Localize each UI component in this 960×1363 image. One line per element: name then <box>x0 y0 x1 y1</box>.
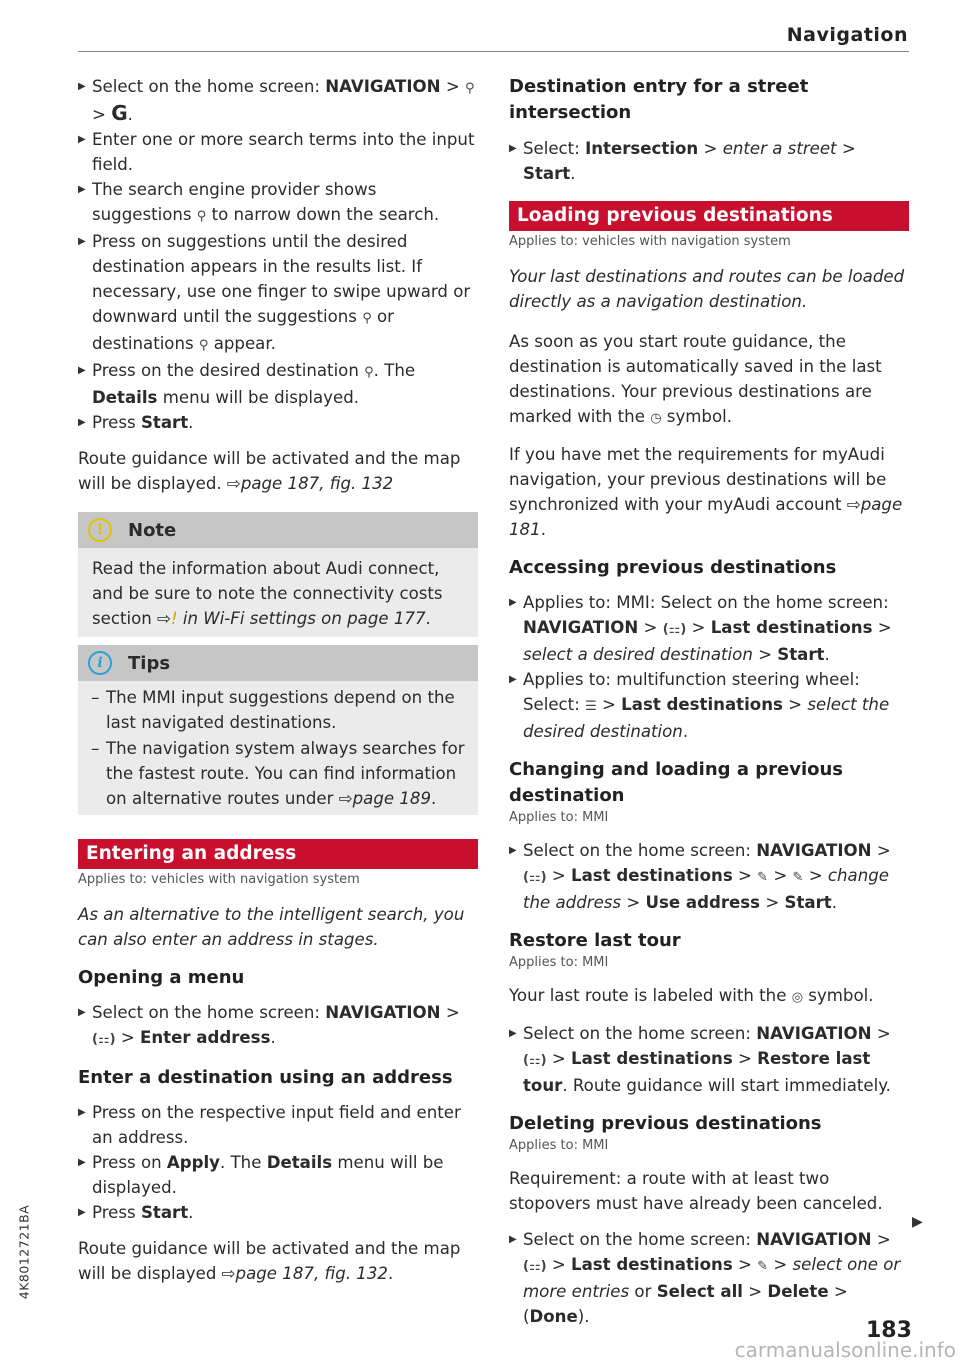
route-paragraph <box>78 1236 478 1286</box>
separator: > <box>546 1255 571 1274</box>
separator: > <box>768 1255 793 1274</box>
info-icon: i <box>88 651 112 675</box>
list-item <box>78 358 478 410</box>
text: . <box>188 1203 194 1222</box>
note-title: Note <box>128 519 177 541</box>
text: Select on the home screen: <box>523 1024 757 1043</box>
edit-list-icon: ✎ <box>757 1259 769 1274</box>
separator: > <box>546 866 571 885</box>
document-code <box>14 1182 34 1322</box>
page-reference-link[interactable]: page 187, fig. 132 <box>240 474 394 493</box>
right-column <box>509 74 909 1329</box>
section-heading: Entering an address <box>78 839 478 869</box>
header-section-title: Navigation <box>786 24 908 46</box>
text: . <box>387 1264 394 1283</box>
text: Press on <box>92 1153 167 1172</box>
text: The search engine provider shows suggestions <box>92 180 377 224</box>
text: menu will be displayed. <box>92 1153 444 1197</box>
menu-last-destinations: Last destinations <box>571 866 733 885</box>
google-icon: G <box>111 101 128 125</box>
list-item <box>509 838 909 915</box>
menu-last-destinations: Last destinations <box>710 618 873 637</box>
page-reference-link[interactable]: in Wi-Fi settings on page 177 <box>177 609 426 628</box>
exclamation-icon: ! <box>170 609 178 628</box>
subheading: Accessing previous destinations <box>509 557 837 578</box>
menu-navigation: NAVIGATION <box>756 1024 872 1043</box>
text: menu will be displayed. <box>157 388 360 407</box>
note-body <box>78 548 478 637</box>
menu-navigation: NAVIGATION <box>325 77 441 96</box>
text: or <box>629 1282 657 1301</box>
text: symbol. <box>661 407 733 426</box>
list-item <box>78 74 478 127</box>
separator: > <box>871 1230 891 1249</box>
text: Press <box>92 1203 141 1222</box>
text: Route guidance will be activated and the map will be displayed. <box>78 449 461 493</box>
note-box <box>78 512 478 637</box>
text: . <box>425 609 431 628</box>
menu-details: Details <box>266 1153 333 1172</box>
menu-last-destinations: Last destinations <box>621 695 783 714</box>
text: . <box>824 645 830 664</box>
menu-apply: Apply <box>166 1153 220 1172</box>
page-reference-link[interactable]: page 181 <box>509 495 903 539</box>
destination-pin-icon: ⚲ <box>364 365 374 380</box>
list-item <box>78 229 478 358</box>
applies-to: Applies to: MMI <box>509 1138 609 1153</box>
menu-grid-icon: (⚏) <box>523 870 547 885</box>
arrow-right-icon: ⇨ <box>226 474 241 493</box>
text: symbol. <box>803 986 874 1005</box>
text: . <box>831 893 837 912</box>
separator: > <box>742 1282 768 1301</box>
separator: > <box>596 695 622 714</box>
list-item <box>78 1150 478 1200</box>
separator: > <box>768 866 793 885</box>
list-menu-icon: ☰ <box>585 699 597 714</box>
watermark: carmanualsonline.info <box>734 1338 956 1362</box>
arrow-right-icon: ⇨ <box>846 495 861 514</box>
subheading: Opening a menu <box>78 967 245 988</box>
subheading: Deleting previous destinations <box>509 1113 822 1134</box>
text: As soon as you start route guidance, the destination is automatically saved in the last destinations. Your previous destinations are marked with the <box>509 332 882 426</box>
list-item <box>78 177 478 229</box>
text: Applies to: MMI: Select on the home screen: <box>523 593 889 612</box>
separator: > <box>782 695 808 714</box>
list-item <box>509 1021 909 1098</box>
text: change the address <box>523 866 889 912</box>
text: The navigation system always searches for the fastest route. You can find information on alternative routes under <box>106 739 465 808</box>
list-item <box>509 1227 909 1329</box>
menu-start: Start <box>784 893 832 912</box>
text: enter a street <box>722 139 837 158</box>
text: Select: <box>523 139 586 158</box>
separator: > <box>872 618 892 637</box>
menu-select-all: Select all <box>656 1282 743 1301</box>
applies-to: Applies to: vehicles with navigation system <box>78 872 360 887</box>
menu-details: Details <box>92 388 158 407</box>
separator: > <box>871 841 891 860</box>
separator: > ( <box>523 1282 848 1326</box>
list-item <box>78 410 478 435</box>
left-column <box>78 74 478 1286</box>
search-steps-list <box>78 74 478 435</box>
list-item <box>509 136 909 186</box>
list-item <box>78 736 468 811</box>
text: . The <box>220 1153 267 1172</box>
text: Select on the home screen: <box>523 841 757 860</box>
menu-last-destinations: Last destinations <box>571 1049 733 1068</box>
separator: > <box>732 1049 758 1068</box>
list-item <box>509 590 909 667</box>
text: Your last route is labeled with the <box>509 986 792 1005</box>
text: If you have met the requirements for myAudi navigation, your previous destinations will be synchronized with your myAudi account <box>509 445 887 514</box>
paragraph <box>509 329 909 431</box>
text: or destinations <box>92 307 394 353</box>
menu-use-address: Use address <box>645 893 761 912</box>
text: . <box>540 520 546 539</box>
section-intro: Your last destinations and routes can be loaded directly as a navigation destination. <box>509 267 905 311</box>
list-item: – The MMI input suggestions depend on the last navigated destinations. <box>78 685 468 735</box>
text: Select on the home screen: <box>92 77 326 96</box>
paragraph: Requirement: a route with at least two stopovers must have already been canceled. <box>509 1169 883 1213</box>
tips-header <box>78 645 478 681</box>
text: Select on the home screen: <box>523 1230 757 1249</box>
header-rule <box>78 51 909 52</box>
arrow-right-icon: ⇨ <box>221 1264 236 1283</box>
separator: > <box>752 645 778 664</box>
subheading: Restore last tour <box>509 930 681 951</box>
separator: > <box>698 139 723 158</box>
menu-done: Done <box>529 1307 578 1326</box>
separator: > <box>92 105 112 124</box>
separator: > <box>760 893 785 912</box>
separator: > <box>686 618 711 637</box>
menu-start: Start <box>140 1203 189 1222</box>
document-code-text: 4K8012721BA <box>16 1204 32 1300</box>
tips-title: Tips <box>128 652 171 674</box>
text: appear. <box>208 334 276 353</box>
text: Press <box>92 413 141 432</box>
text: . <box>270 1028 276 1047</box>
text: Select on the home screen: <box>92 1003 326 1022</box>
menu-grid-icon: (⚏) <box>523 1259 547 1274</box>
destination-pin-icon: ⚲ <box>198 338 209 353</box>
separator: > <box>836 139 856 158</box>
text: select the desired destination <box>523 695 890 741</box>
menu-restore-last-tour: Restore last tour <box>523 1049 871 1095</box>
text: . The <box>373 361 416 380</box>
separator: > <box>803 866 828 885</box>
separator: > <box>638 618 663 637</box>
arrow-right-icon: ⇨ <box>157 609 171 628</box>
text: . <box>431 789 437 808</box>
page-reference-link[interactable]: page 187, fig. 132 <box>235 1264 388 1283</box>
text: . <box>682 722 689 741</box>
applies-to: Applies to: vehicles with navigation system <box>509 234 791 249</box>
search-icon: ⚲ <box>465 81 475 96</box>
subheading: Changing and loading a previous destination <box>509 759 844 806</box>
list-item <box>78 1200 478 1225</box>
history-clock-icon: ◷ <box>650 411 662 426</box>
text: . <box>570 164 576 183</box>
list-item <box>509 667 909 744</box>
list-item: ▶ Enter one or more search terms into the input field. <box>78 127 478 177</box>
menu-last-destinations: Last destinations <box>571 1255 733 1274</box>
page-number: 183 <box>866 1318 912 1343</box>
continue-arrow-icon: ▶ <box>912 1214 923 1230</box>
pencil-icon: ✎ <box>792 870 804 885</box>
paragraph <box>509 983 909 1010</box>
text: Press on suggestions until the desired destination appears in the results list. If necessary, use one finger to swipe upward or downward until the suggestions <box>92 232 471 326</box>
separator: > <box>115 1028 140 1047</box>
text: ). <box>577 1307 590 1326</box>
text: select one or more entries <box>523 1255 901 1301</box>
arrow-right-icon: ⇨ <box>338 789 353 808</box>
exclamation-icon: ! <box>88 518 112 542</box>
text: Applies to: multifunction steering wheel: Select: <box>523 670 860 714</box>
text: select a desired destination <box>523 645 753 664</box>
menu-navigation: NAVIGATION <box>523 618 639 637</box>
menu-intersection: Intersection <box>585 139 699 158</box>
separator: > <box>546 1049 571 1068</box>
menu-start: Start <box>140 413 189 432</box>
text: Read the information about Audi connect, and be sure to note the connectivity costs section <box>92 559 443 628</box>
menu-start: Start <box>523 164 571 183</box>
text: Press on the desired destination <box>92 361 365 380</box>
edit-list-icon: ✎ <box>757 870 769 885</box>
subheading: Enter a destination using an address <box>78 1067 453 1088</box>
section-heading: Loading previous destinations <box>509 201 909 231</box>
menu-grid-icon: (⚏) <box>523 1053 547 1068</box>
restore-tour-icon: ◎ <box>791 990 804 1005</box>
menu-navigation: NAVIGATION <box>756 841 872 860</box>
menu-navigation: NAVIGATION <box>325 1003 441 1022</box>
applies-to: Applies to: MMI <box>509 810 609 825</box>
suggestion-icon: ⚲ <box>362 311 372 326</box>
note-header <box>78 512 478 548</box>
menu-grid-icon: (⚏) <box>92 1032 116 1047</box>
menu-navigation: NAVIGATION <box>756 1230 872 1249</box>
address-steps-list <box>78 1100 478 1225</box>
separator: > <box>871 1024 891 1043</box>
suggestion-icon: ⚲ <box>196 209 207 224</box>
list-item: ▶ Press on the respective input field and enter an address. <box>78 1100 478 1150</box>
separator: > <box>732 1255 758 1274</box>
menu-enter-address: Enter address <box>140 1028 271 1047</box>
list-item <box>78 1000 478 1052</box>
separator: > <box>440 77 465 96</box>
tips-box <box>78 645 478 815</box>
separator: > <box>732 866 758 885</box>
text: . <box>127 105 133 124</box>
section-intro: As an alternative to the intelligent search, you can also enter an address in stages. <box>78 905 465 949</box>
applies-to: Applies to: MMI <box>509 955 609 970</box>
route-paragraph <box>78 446 478 496</box>
text: . Route guidance will start immediately. <box>562 1076 891 1095</box>
separator: > <box>621 893 646 912</box>
text: . <box>188 413 194 432</box>
tips-list <box>78 681 478 811</box>
paragraph <box>509 442 909 542</box>
subheading: Destination entry for a street intersection <box>509 76 809 123</box>
menu-delete: Delete <box>767 1282 829 1301</box>
separator: > <box>440 1003 460 1022</box>
menu-grid-icon: (⚏) <box>662 622 687 637</box>
text: to narrow down the search. <box>206 205 440 224</box>
page-reference-link[interactable]: page 189 <box>352 789 432 808</box>
menu-start: Start <box>777 645 825 664</box>
text: Route guidance will be activated and the map will be displayed <box>78 1239 461 1283</box>
